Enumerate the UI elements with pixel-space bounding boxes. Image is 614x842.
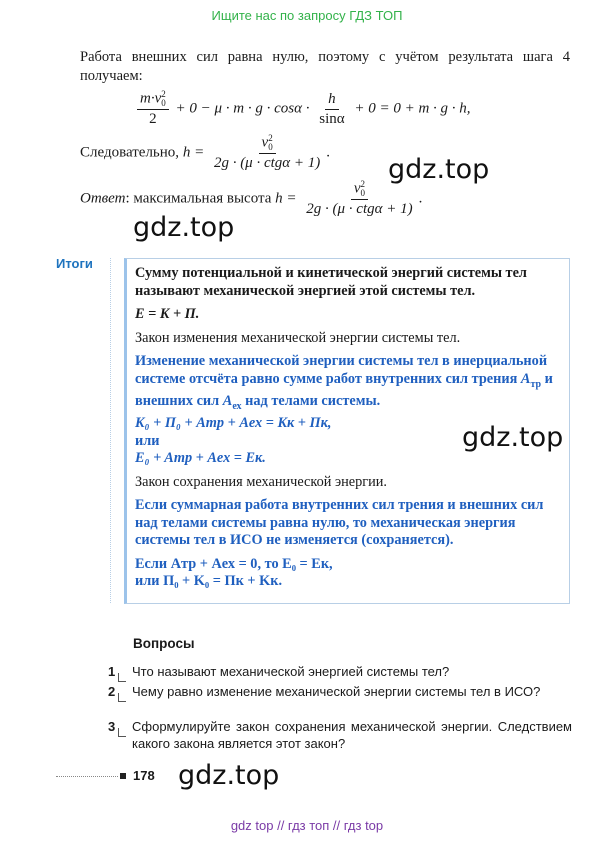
law-conservation-statement: Если суммарная работа внутренних сил трения и внешних сил над телами системы равна нулю, то механическая энергия системы тел в ИСО не изменяется (сохраняется).	[135, 497, 544, 549]
page-marker	[120, 773, 126, 779]
or-text-1: или	[135, 432, 160, 449]
question-text: Сформулируйте закон сохранения механической энергии. Следствием какого закона является этот закон?	[132, 719, 572, 751]
question-number: 1	[108, 664, 116, 679]
question-number: 3	[108, 719, 116, 734]
question-marker	[118, 693, 126, 702]
formula-e-k-p: E = K + П.	[135, 306, 200, 322]
formula-conservation-1: Если Aтр + Aех = 0, то E₀ = Eк,	[135, 555, 333, 572]
fraction-kinetic: m·v 2 0 2	[137, 90, 169, 128]
itogi-label: Итоги	[56, 256, 93, 271]
question-text: Чему равно изменение механической энергии системы тел в ИСО?	[132, 684, 541, 699]
formula-change-1: K₀ + П₀ + Aтр + Aех = Kк + Пк,	[135, 415, 332, 432]
law-change-statement: Изменение механической энергии системы тел в инерциальной системе отсчёта равно сумме работ внутренних сил трения $A_{тр}$ и внешних сил $A_{ех}$ над телами системы.	[135, 353, 553, 412]
formula-change-2: E₀ + Aтр + Aех = Eк.	[135, 450, 266, 467]
page-rule	[56, 776, 118, 777]
intro-paragraph: Работа внешних сил равна нулю, поэтому с учётом результата шага 4 получаем:	[80, 49, 570, 84]
itogi-rule	[110, 258, 111, 603]
question-marker	[118, 673, 126, 682]
equation-energy-balance: m·v 2 0 2 + 0 − μ · m · g · cosα · $\frac{h}{\sin\alpha}$ + 0 = 0 + m · g · h,	[134, 90, 471, 128]
question-number: 2	[108, 684, 116, 699]
answer-label: Ответ	[80, 190, 126, 207]
fraction-h-sin: $\frac{h}{\sin\alpha}$	[319, 90, 345, 127]
formula-conservation-2: или П₀ + K₀ = Пк + Kк.	[135, 573, 283, 590]
questions-title: Вопросы	[133, 636, 195, 651]
page-number: 178	[133, 768, 155, 783]
footer-links: gdz top // гдз топ // гдз top	[230, 818, 384, 833]
law-conservation-title: Закон сохранения механической энергии.	[135, 473, 387, 490]
equation-therefore: Следовательно, h = v 2 0 2g · (μ · ctgα + 1) .	[80, 133, 331, 171]
law-change-title: Закон изменения механической энергии системы тел.	[135, 329, 461, 346]
definition-mechanical-energy: Сумму потенциальной и кинетической энергий системы тел называют механической энергией этой системы тел.	[135, 265, 527, 299]
question-marker	[118, 728, 126, 737]
question-text: Что называют механической энергией системы тел?	[132, 664, 450, 679]
top-banner: Ищите нас по запросу ГДЗ ТОП	[211, 8, 403, 23]
watermark: gdz.top	[133, 212, 235, 243]
watermark: gdz.top	[388, 154, 490, 185]
watermark: gdz.top	[178, 760, 280, 791]
answer-line: Ответ: максимальная высота h = v 2 0 2g · (μ · ctgα + 1) .	[80, 179, 423, 217]
watermark: gdz.top	[462, 422, 564, 453]
